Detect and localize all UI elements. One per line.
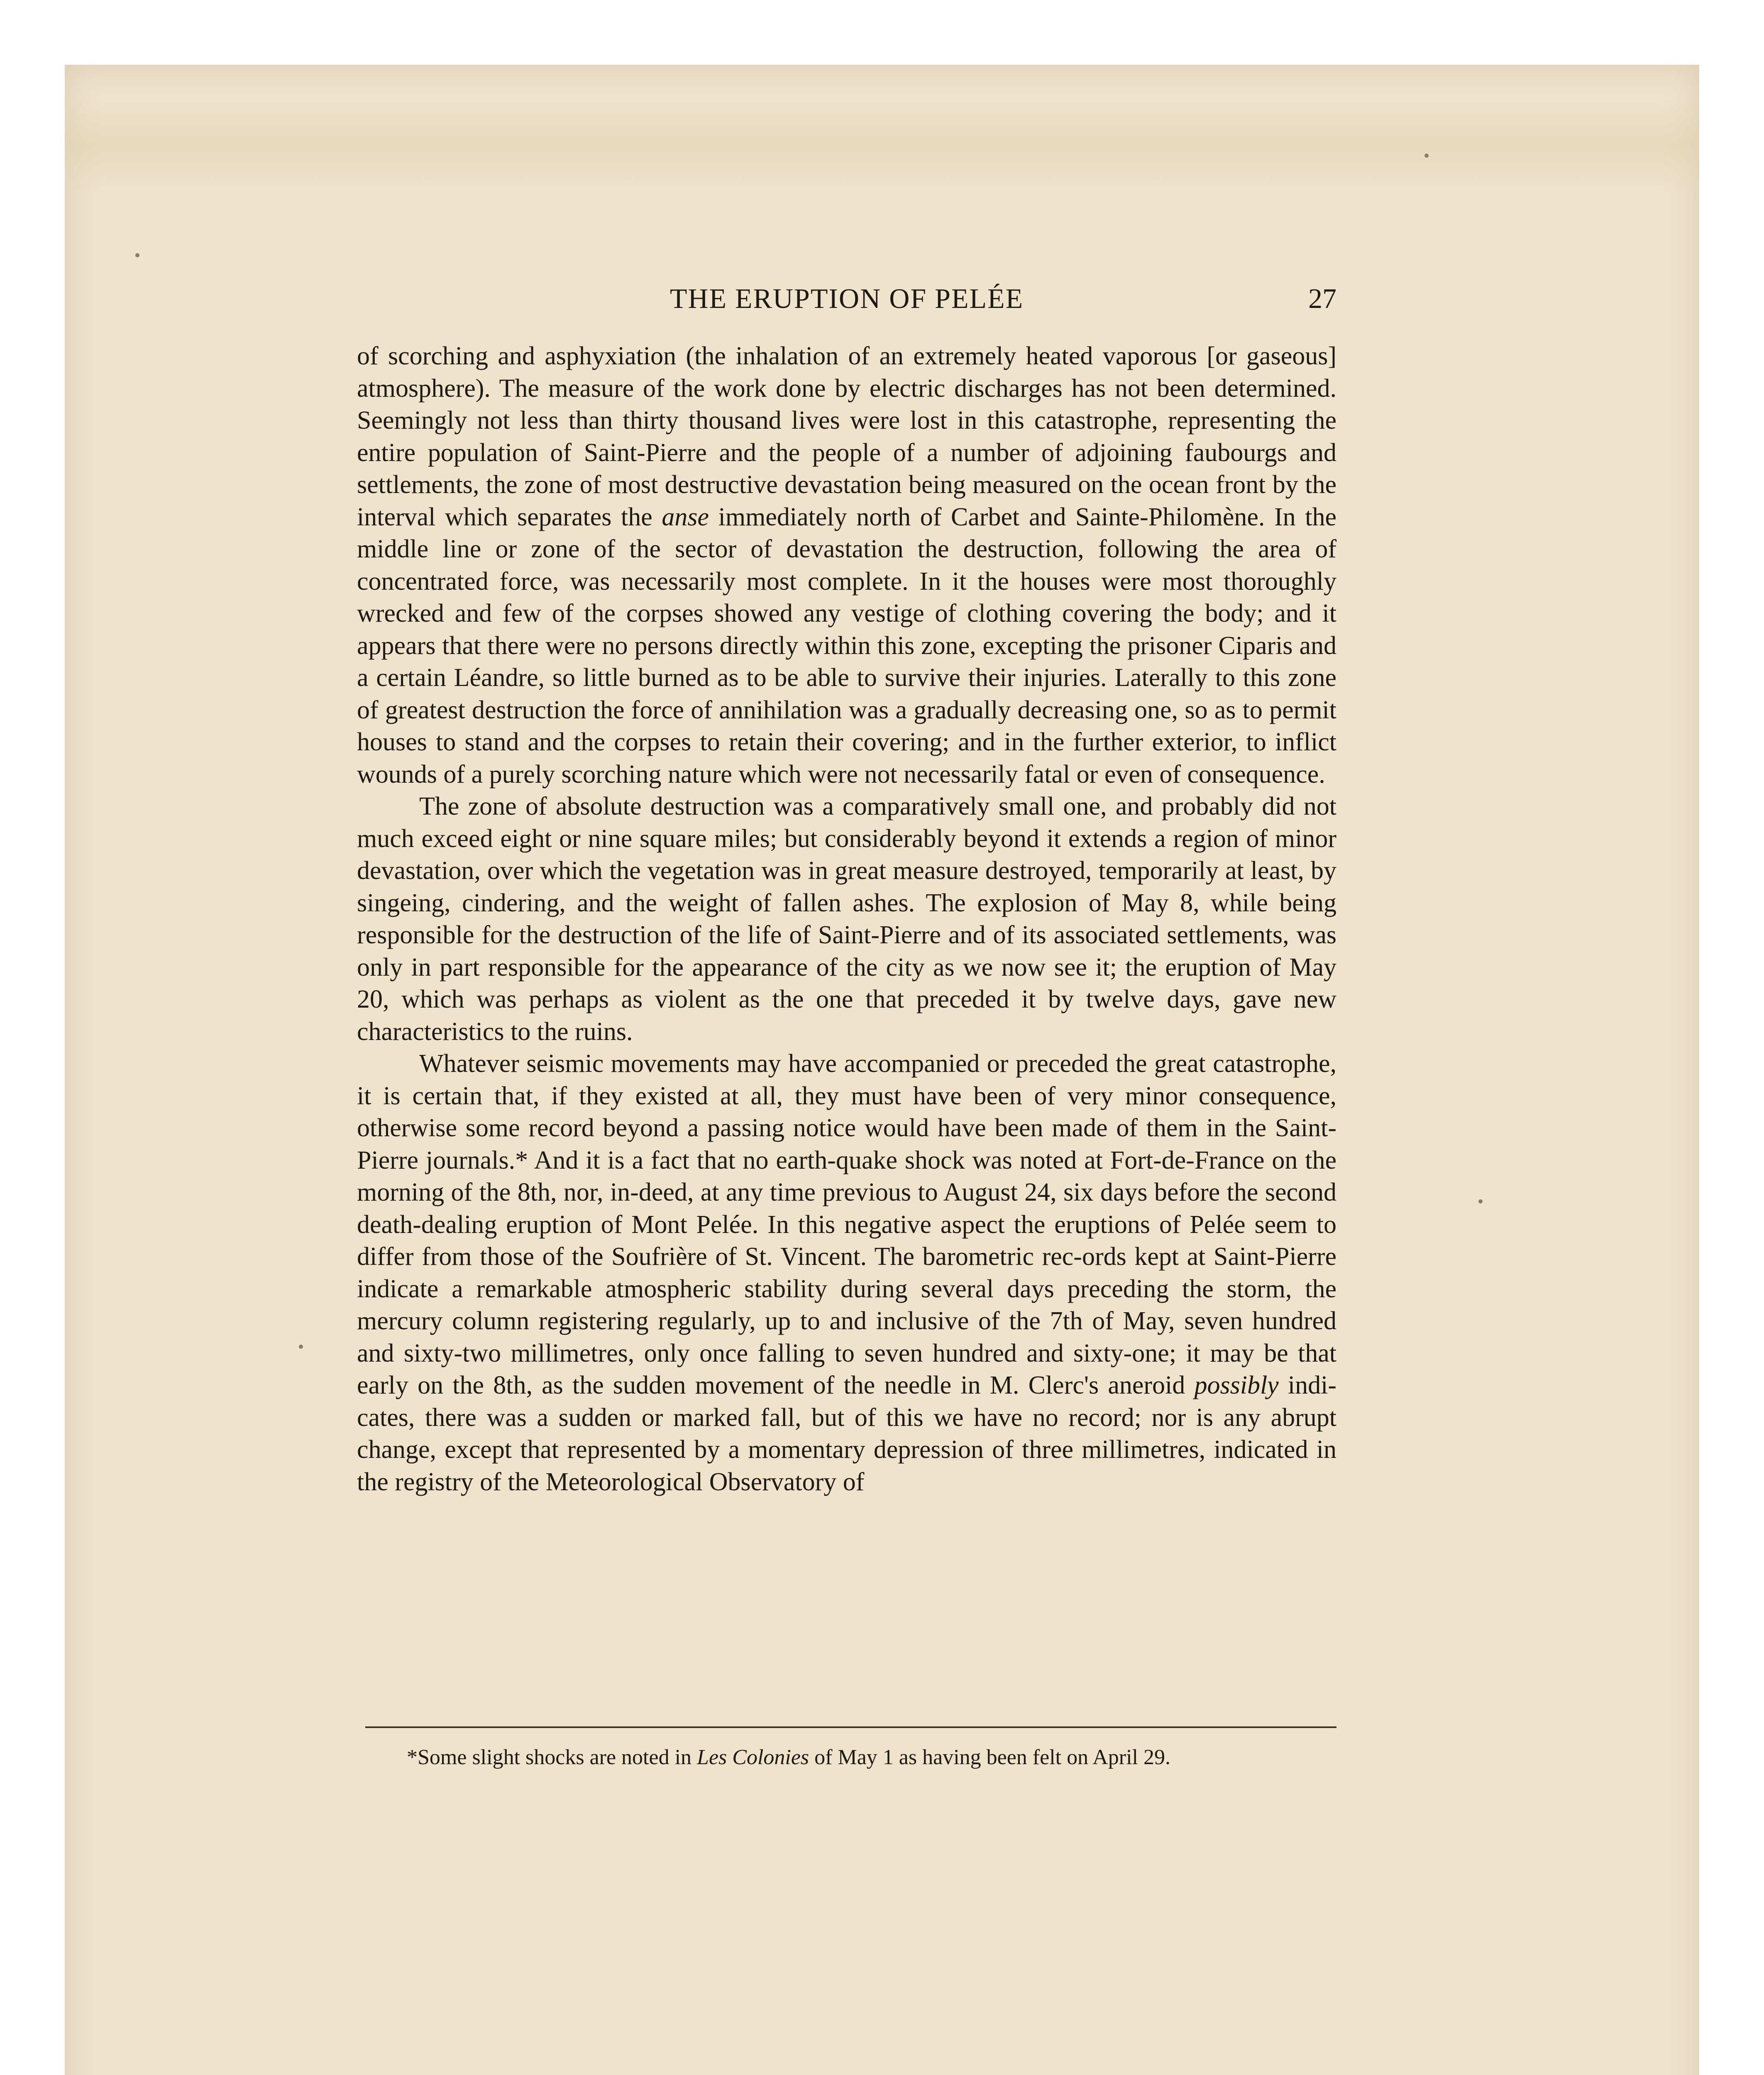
paragraph (357, 340, 1336, 791)
paragraph-text: of scorching and asphyxiation (the inhalation of an extremely heated vaporous [or gaseous] atmosphere). The measure of the work done by electric discharges has not been determined. Seemingly not less than thirty thousand lives were lost in this catastrophe, representing the entire population of Saint-Pierre and the people of a number of adjoining faubourgs and settlements, the zone of most destructive devastation being measured on the ocean front by the interval which separates the (357, 342, 1336, 531)
paper-speck (1424, 154, 1429, 158)
running-header (357, 282, 1336, 328)
paragraph-text: indi-cates, there was a sudden or marked fall, but of this we have no record; nor is any abrupt change, except that represented by a momentary depression of three millimetres, indicated in the registry of the Meteorological Observatory of (357, 1371, 1337, 1496)
paper-speck (1478, 1199, 1483, 1204)
paper-speck (299, 1345, 303, 1349)
footnote (407, 1743, 1336, 1772)
footnote-text: of May 1 as having been felt on April 29. (814, 1745, 1170, 1769)
footnote-divider (365, 1726, 1336, 1728)
body-text (357, 340, 1336, 1498)
paragraph-text: immediately north of Carbet and Sainte-Philomène. In the middle line or zone of the sector of devastation the destruction, following the area of concentrated force, was necessarily most complete. In it the houses were most thoroughly wrecked and few of the corpses showed any vestige of clothing covering the body; and it appears that there were no persons directly within this zone, excepting the prisoner Ciparis and a certain Léandre, so little burned as to be able to survive their injuries. Laterally to this zone of greatest destruction the force of annihilation was a gradually decreasing one, so as to permit houses to stand and the corpses to retain their covering; and in the further exterior, to inflict wounds of a purely scorching nature which were not necessarily fatal or even of consequence. (357, 503, 1337, 788)
paragraph-text: Whatever seismic movements may have accompanied or preceded the great catastrophe, it is certain that, if they existed at all, they must have been of very minor consequence, otherwise some record beyond a passing notice would have been made of them in the Saint-Pierre journals.* And it is a fact that no earth-quake shock was noted at Fort-de-France on the morning of the 8th, nor, in-deed, at any time previous to August 24, six days before the second death-dealing eruption of Mont Pelée. In this negative aspect the eruptions of Pelée seem to differ from those of the Soufrière of St. Vincent. The barometric rec-ords kept at Saint-Pierre indicate a remarkable atmospheric stability during several days preceding the storm, the mercury column registering regularly, up to and inclusive of the 7th of May, seven hundred and sixty-two millimetres, only once falling to seven hundred and sixty-one; it may be that early on the 8th, as the sudden movement of the needle in M. Clerc's aneroid (357, 1050, 1336, 1399)
page-number: 27 (1308, 283, 1336, 314)
italic-term: anse (662, 503, 709, 531)
paper-stain-band (65, 98, 1699, 193)
paragraph (357, 1048, 1336, 1498)
italic-term: possibly (1194, 1371, 1279, 1399)
running-title: THE ERUPTION OF PELÉE (669, 283, 1024, 314)
paragraph: The zone of absolute destruction was a comparatively small one, and probably did not much exceed eight or nine square miles; but considerably beyond it extends a region of minor devastation, over which the vegetation was in great measure destroyed, temporarily at least, by singeing, cindering, and the weight of fallen ashes. The explosion of May 8, while being responsible for the destruction of the life of Saint-Pierre and of its associated settlements, was only in part responsible for the appearance of the city as we now see it; the eruption of May 20, which was perhaps as violent as the one that preceded it by twelve days, gave new characteristics to the ruins. (357, 792, 1336, 1046)
paper-speck (135, 253, 139, 257)
footnote-text: *Some slight shocks are noted in (407, 1745, 692, 1769)
footnote-italic: Les Colonies (697, 1745, 809, 1769)
